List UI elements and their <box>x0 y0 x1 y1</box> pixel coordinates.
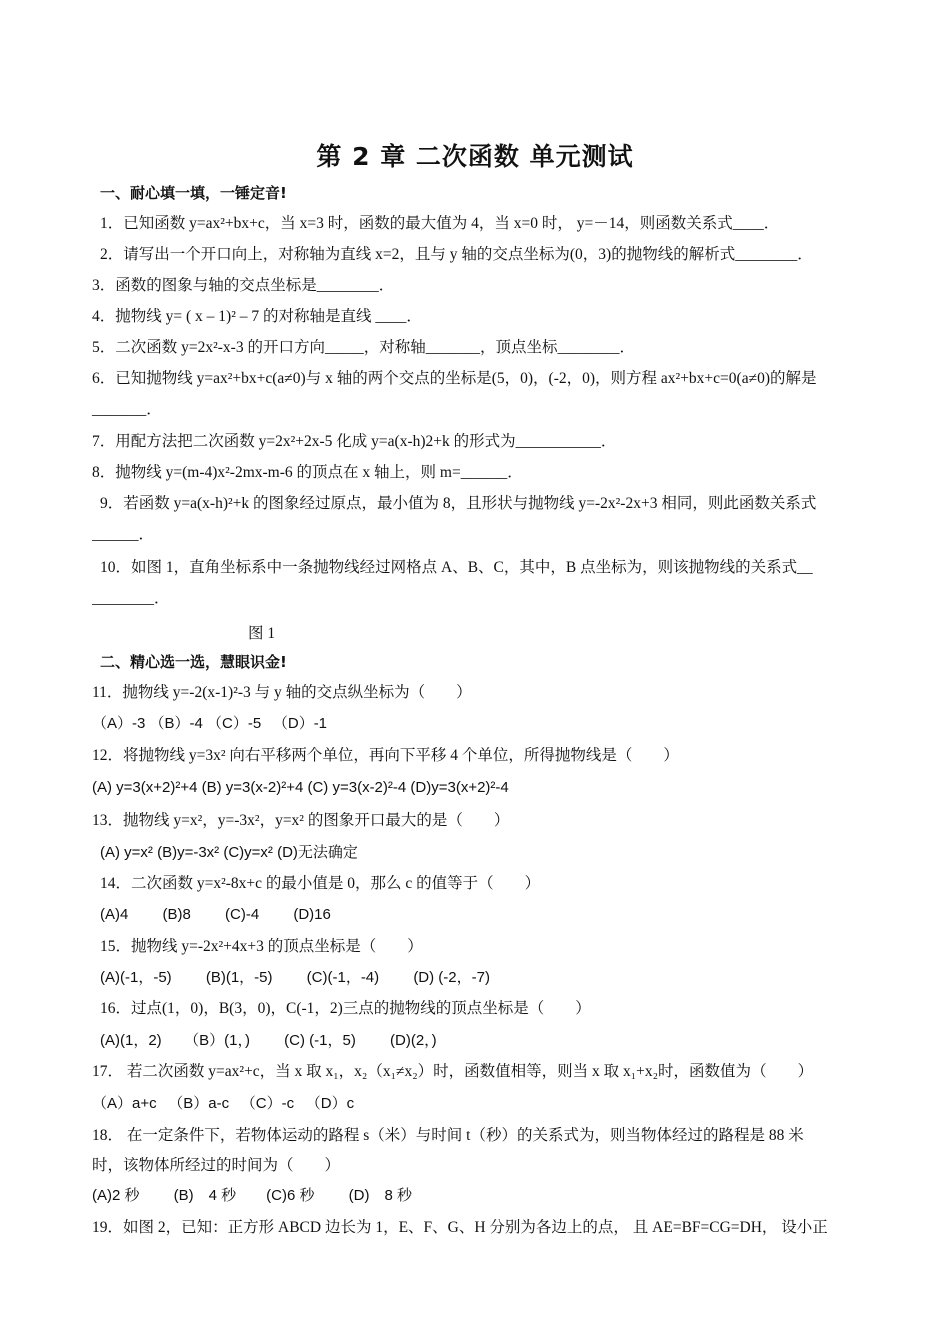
question-5: 5．二次函数 y=2x²-x-3 的开口方向_____，对称轴_______，顶点坐标________． <box>92 339 635 356</box>
question-10-continued: ________． <box>92 590 170 607</box>
question-18-continued: 时，该物体所经过的时间为（ ） <box>92 1157 341 1174</box>
question-14-options: (A)4 (B)8 (C)-4 (D)16 <box>100 906 331 923</box>
question-15: 15．抛物线 y=-2x²+4x+3 的顶点坐标是（ ） <box>100 938 423 955</box>
question-13-options: (A) y=x² (B)y=-3x² (C)y=x² (D)无法确定 <box>100 844 358 861</box>
question-18-options: (A)2 秒 (B) 4 秒 (C)6 秒 (D) 8 秒 <box>92 1187 413 1204</box>
question-1: 1．已知函数 y=ax²+bx+c，当 x=3 时，函数的最大值为 4，当 x=0 时， y=－14，则函数关系式____． <box>100 215 780 232</box>
question-4: 4．抛物线 y= ( x – 1)² – 7 的对称轴是直线 ____． <box>92 308 422 325</box>
question-18: 18． 在一定条件下，若物体运动的路程 s（米）与时间 t（秒）的关系式为，则当物体经过的路程是 88 米 <box>92 1127 804 1144</box>
question-7: 7．用配方法把二次函数 y=2x²+2x-5 化成 y=a(x-h)2+k 的形式为___________． <box>92 433 617 450</box>
question-17-options: （A）a+c （B）a-c （C）-c （D）c <box>92 1095 355 1112</box>
question-12: 12．将抛物线 y=3x² 向右平移两个单位，再向下平移 4 个单位，所得抛物线是（ ） <box>92 747 679 764</box>
question-16-options: (A)(1，2) （B）(1，) (C) (-1，5) (D)(2，) <box>100 1032 437 1049</box>
question-12-options: (A) y=3(x+2)²+4 (B) y=3(x-2)²+4 (C) y=3(x-2)²-4 (D)y=3(x+2)²-4 <box>92 779 509 796</box>
figure-1-caption: 图 1 <box>248 625 276 642</box>
page-title: 第 2 章 二次函数 单元测试 <box>316 142 634 171</box>
question-8: 8．抛物线 y=(m-4)x²-2mx-m-6 的顶点在 x 轴上，则 m=______． <box>92 464 523 481</box>
question-3: 3．函数的图象与轴的交点坐标是________． <box>92 277 395 294</box>
question-19: 19．如图 2，已知：正方形 ABCD 边长为 1，E、F、G、H 分别为各边上的点， 且 AE=BF=CG=DH， 设小正 <box>92 1219 828 1236</box>
question-11-options: （A）-3 （B）-4 （C）-5 （D）-1 <box>92 715 328 732</box>
question-16: 16．过点(1，0)，B(3，0)，C(-1，2)三点的抛物线的顶点坐标是（ ） <box>100 1000 591 1017</box>
question-13: 13．抛物线 y=x²，y=-3x²，y=x² 的图象开口最大的是（ ） <box>92 812 510 829</box>
question-10: 10．如图 1，直角坐标系中一条抛物线经过网格点 A、B、C，其中，B 点坐标为，则该抛物线的关系式__ <box>100 559 813 576</box>
question-11: 11．抛物线 y=-2(x-1)²-3 与 y 轴的交点纵坐标为（ ） <box>92 684 472 701</box>
section-heading-fill-in: 一、耐心填一填，一锤定音! <box>100 184 287 202</box>
question-2: 2．请写出一个开口向上，对称轴为直线 x=2，且与 y 轴的交点坐标为(0，3)的抛物线的解析式________． <box>100 246 813 263</box>
question-9: 9．若函数 y=a(x-h)²+k 的图象经过原点，最小值为 8，且形状与抛物线 y=-2x²-2x+3 相同，则此函数关系式 <box>100 495 817 512</box>
question-9-continued: ______． <box>92 526 155 543</box>
section-heading-multiple-choice: 二、精心选一选，慧眼识金! <box>100 653 287 671</box>
question-17: 17． 若二次函数 y=ax²+c，当 x 取 x₁，x₂（x₁≠x₂）时，函数值相等，则当 x 取 x₁+x₂时，函数值为（ ） <box>92 1063 814 1080</box>
question-14: 14．二次函数 y=x²-8x+c 的最小值是 0，那么 c 的值等于（ ） <box>100 875 541 892</box>
question-6: 6．已知抛物线 y=ax²+bx+c(a≠0)与 x 轴的两个交点的坐标是(5，0)，(-2，0)，则方程 ax²+bx+c=0(a≠0)的解是 <box>92 370 817 387</box>
question-6-continued: _______． <box>92 401 162 418</box>
question-15-options: (A)(-1，-5) (B)(1，-5) (C)(-1，-4) (D) (-2，-7) <box>100 969 490 986</box>
